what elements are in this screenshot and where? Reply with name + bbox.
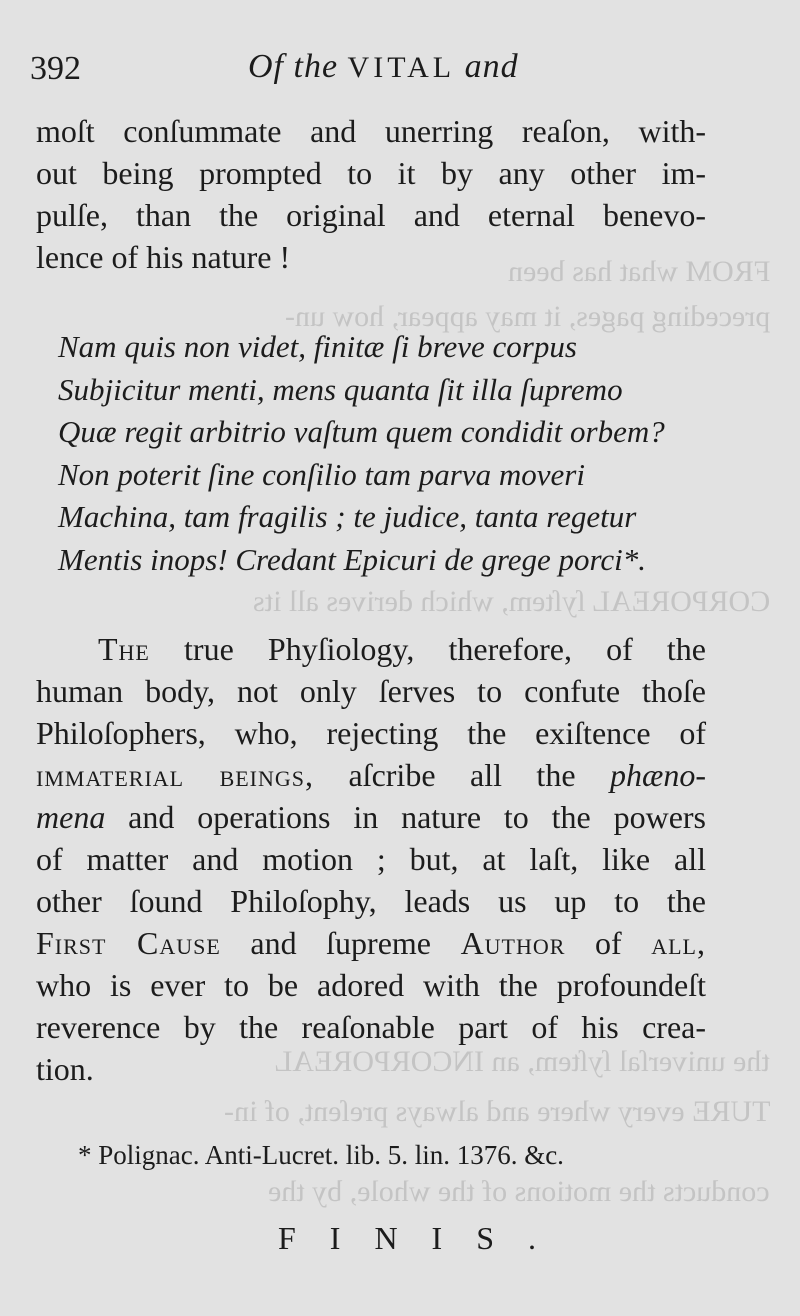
text-span: aſcribe all the	[314, 757, 610, 793]
italic-word: phæno-	[610, 757, 706, 793]
text-line	[36, 754, 706, 796]
verse-line: Subjicitur menti, mens quanta ſit illa ſupremo	[58, 371, 623, 407]
text-line: pulſe, than the original and eternal benevo-	[36, 197, 706, 233]
page-header	[30, 48, 770, 98]
text-span: true Phyſiology, therefore, of the	[149, 631, 706, 667]
text-line	[36, 628, 706, 670]
paragraph-1	[36, 110, 706, 278]
text-line: Philoſophers, who, rejecting the exiſtence of	[36, 715, 706, 751]
footnote: * Polignac. Anti-Lucret. lib. 5. lin. 1376. &c.	[78, 1140, 564, 1170]
show-through-decoration: TURE every where and always preſent, of in-	[223, 1095, 770, 1128]
running-head-caps: VITAL	[347, 51, 456, 84]
text-line: of matter and motion ; but, at laſt, like all	[36, 841, 706, 877]
running-head-suffix: and	[464, 48, 519, 85]
small-caps-phrase: immaterial beings,	[36, 757, 315, 793]
page-number: 392	[30, 50, 81, 87]
text-span: of	[565, 925, 652, 961]
paragraph-lead-word: The	[98, 631, 150, 667]
show-through-decoration: conducts the motions of the whole, by the	[268, 1175, 770, 1208]
text-span: and ſupreme	[220, 925, 461, 961]
text-line: out being prompted to it by any other im-	[36, 155, 706, 191]
show-through-decoration: FROM what has been	[507, 255, 770, 288]
text-line: lence of his nature !	[36, 239, 291, 275]
small-caps-phrase: Author	[460, 925, 566, 961]
show-through-decoration: CORPOREAL ſyſtem, which derives all its	[252, 585, 770, 618]
small-caps-phrase: all,	[651, 925, 706, 961]
verse-line: Mentis inops! Credant Epicuri de grege porci*.	[58, 541, 647, 577]
finis-closing: FINIS.	[277, 1220, 570, 1256]
verse-line: Nam quis non videt, finitæ ſi breve corpus	[58, 329, 577, 364]
text-line: tion.	[36, 1051, 94, 1087]
small-caps-phrase: First Cause	[36, 925, 221, 961]
text-line: moſt conſummate and unerring reaſon, with-	[36, 113, 706, 149]
text-line: reverence by the reaſonable part of his crea-	[36, 1009, 706, 1045]
show-through-decoration: preceding pages, it may appear, how un-	[284, 300, 770, 333]
text-line: other ſound Philoſophy, leads us up to the	[36, 883, 706, 919]
text-line: human body, not only ſerves to confute thoſe	[36, 673, 706, 709]
text-line	[36, 796, 706, 838]
text-line	[36, 922, 706, 964]
paragraph-2	[36, 628, 706, 1090]
latin-verse-quotation	[58, 326, 718, 581]
italic-word: mena	[36, 799, 106, 835]
text-line: who is ever to be adored with the profoundeſt	[36, 967, 706, 1003]
show-through-decoration: the univerſal ſyſtem, an INCORPOREAL	[274, 1045, 770, 1078]
verse-line: Quæ regit arbitrio vaſtum quem condidit orbem?	[58, 414, 665, 449]
verse-line: Machina, tam fragilis ; te judice, tanta regetur	[58, 499, 637, 534]
verse-line: Non poterit ſine conſilio tam parva moveri	[58, 456, 585, 492]
running-head	[248, 48, 519, 86]
running-head-prefix: Of the	[248, 48, 339, 85]
text-span: and operations in nature to the powers	[105, 799, 706, 835]
